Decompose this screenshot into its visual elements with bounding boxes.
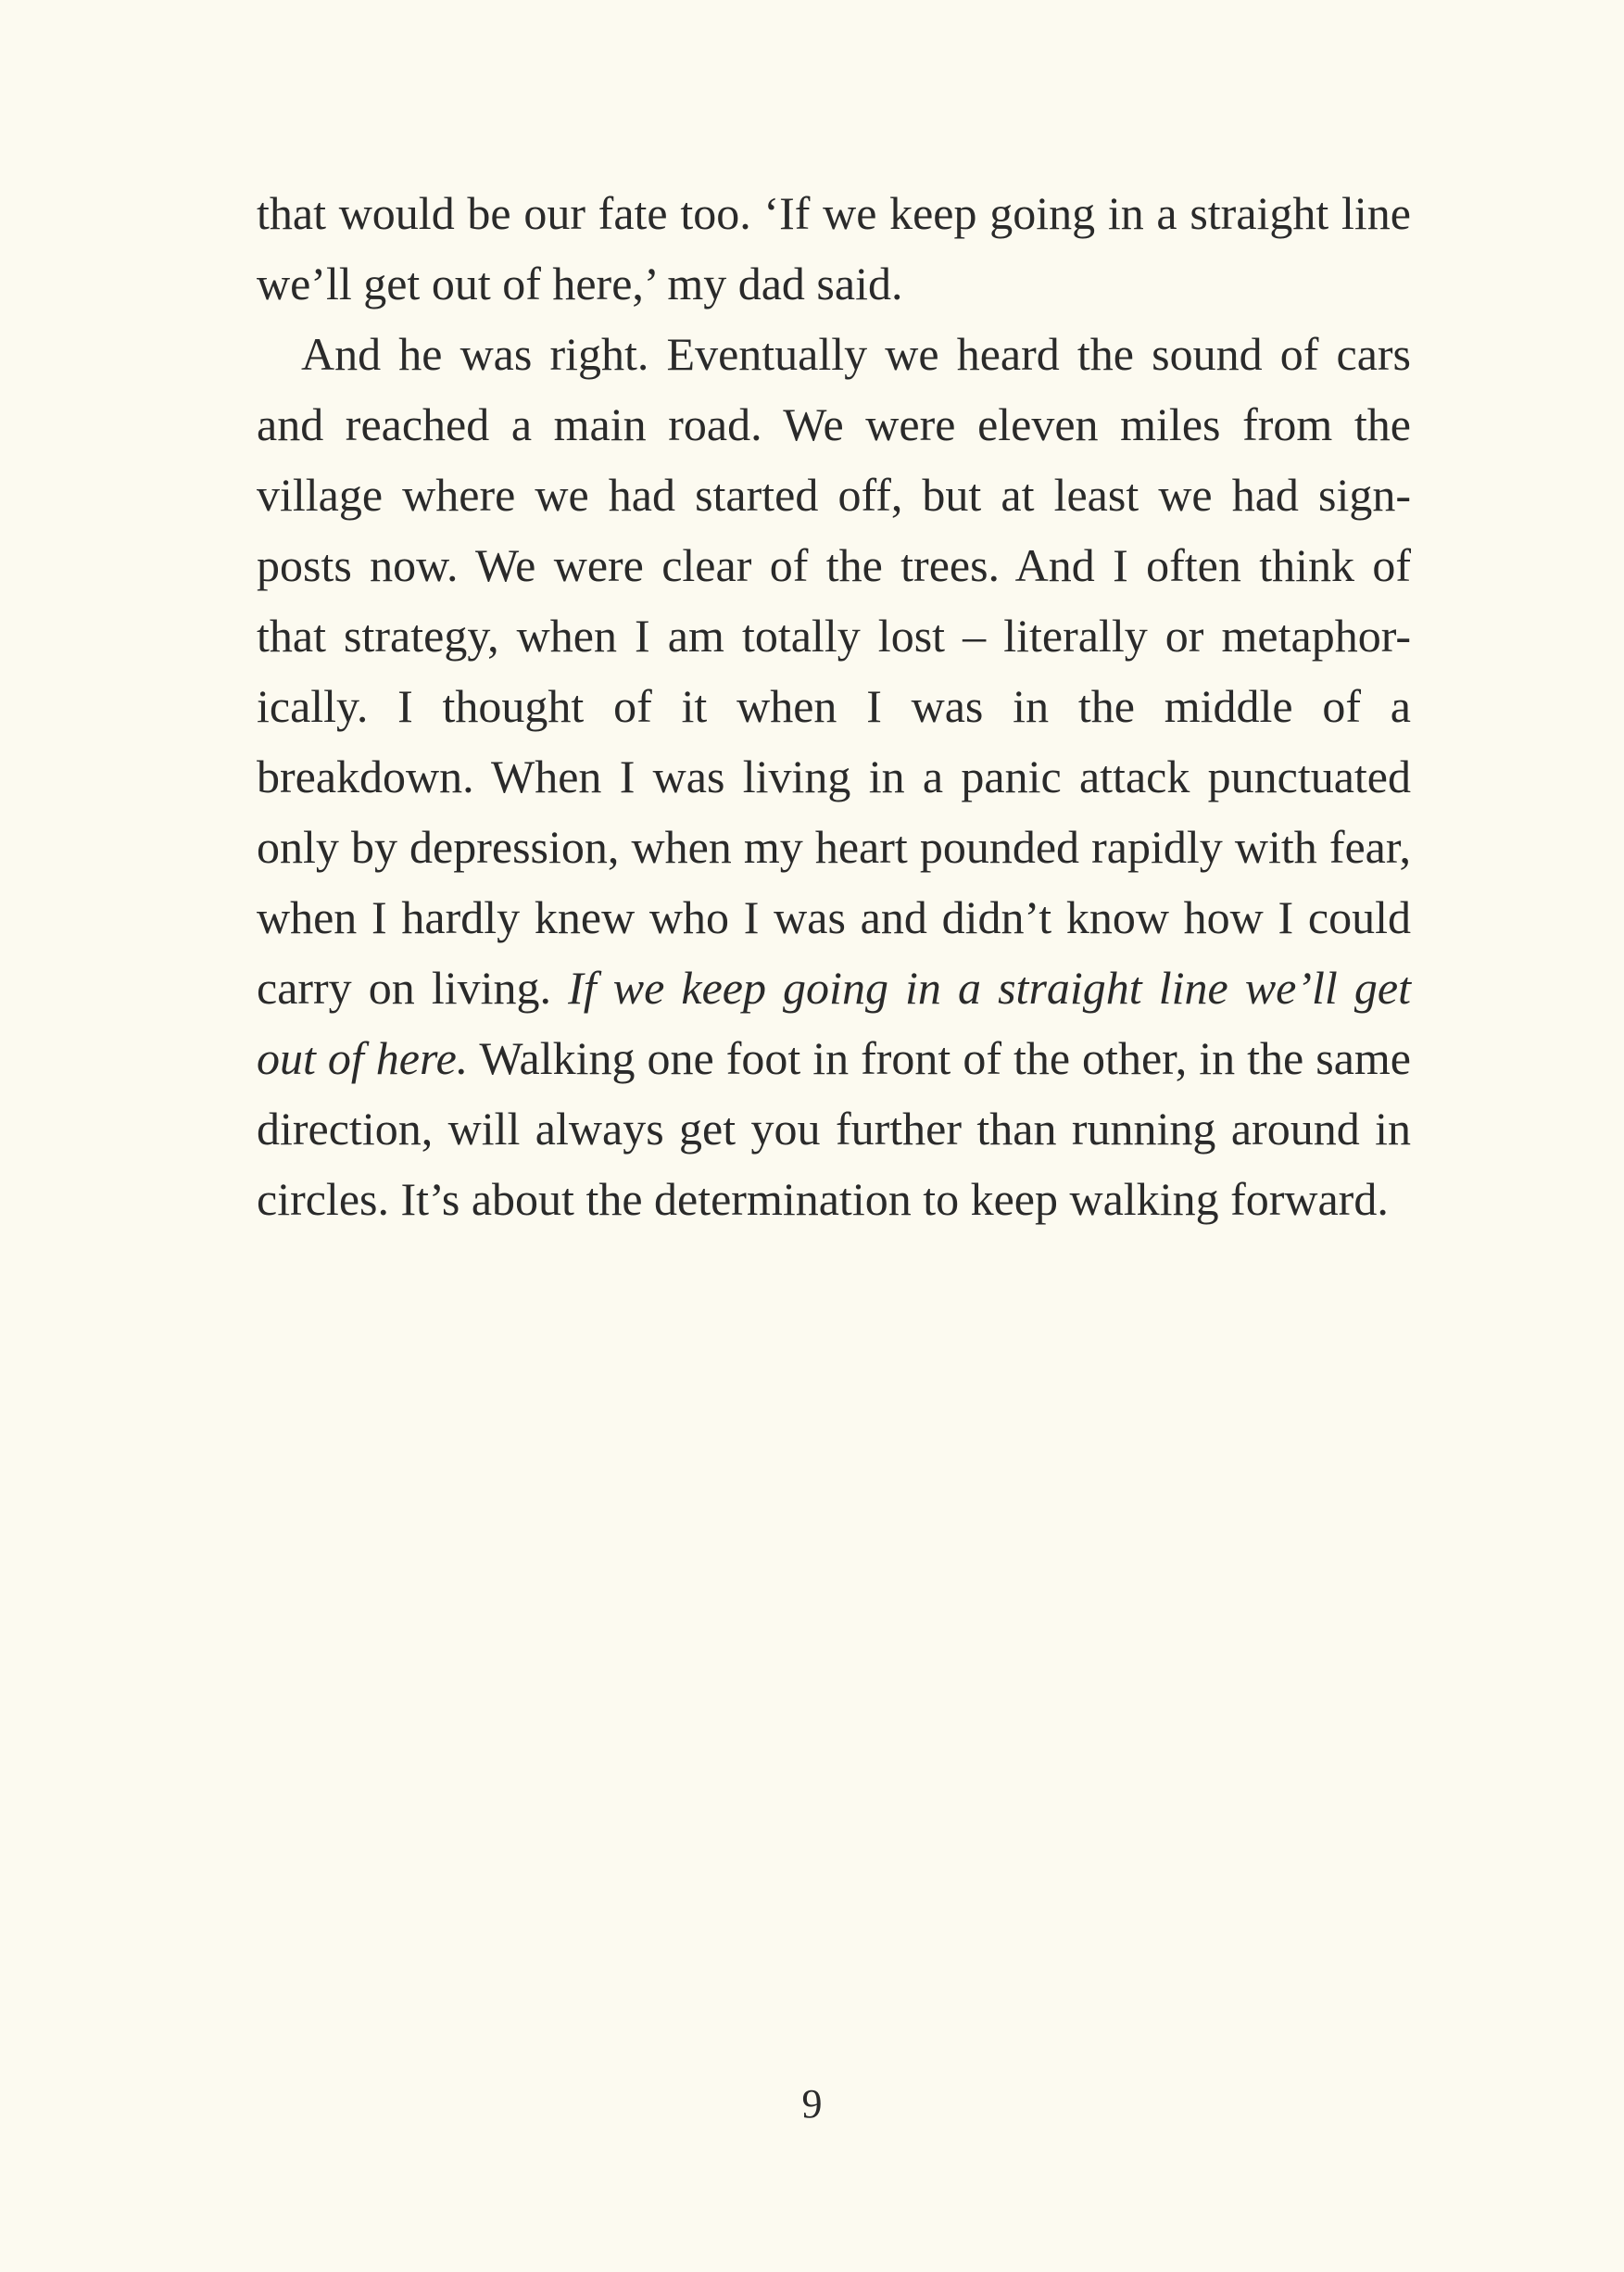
paragraph-1-text: that would be our fate too. ‘If we keep going in a straight line we’ll get out of here,’ my dad said.	[257, 187, 1411, 309]
paragraph-2-italic-quote: If we keep going in a straight line we’ll get out of here.	[257, 962, 1411, 1084]
paragraph-1	[257, 178, 1411, 319]
paragraph-2-text-a: And he was right. Eventually we heard the sound of cars and reached a main road. We were eleven miles from the village where we had started off, but at least we had sign-posts now. We were clear of the trees. And I often think of that strategy, when I am totally lost – literally or metaphor-ically. I thought of it when I was in the middle of a breakdown. When I was living in a panic attack punctuated only by depression, when my heart pounded rapidly with fear, when I hardly knew who I was and didn’t know how I could carry on living.	[257, 328, 1411, 1014]
body-text	[257, 178, 1411, 1234]
paragraph-2	[257, 319, 1411, 1234]
page-number: 9	[801, 2081, 823, 2127]
paragraph-2-text-b: Walking one foot in front of the other, in the same direction, will always get you further than running around in circles. It’s about the determination to keep walking forward.	[257, 1032, 1411, 1225]
